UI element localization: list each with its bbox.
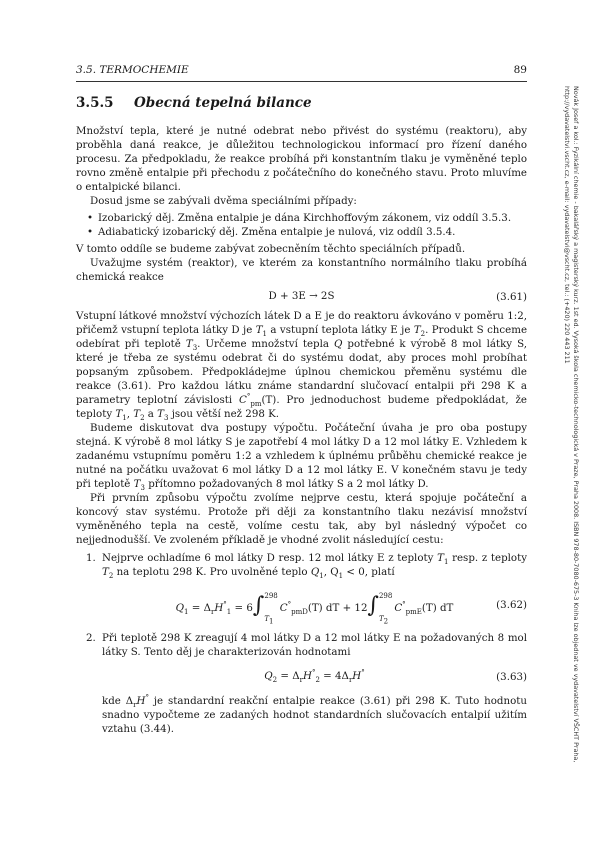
eq-sup: ° <box>311 669 316 678</box>
lower-limit <box>264 615 277 624</box>
eq-symbol: T <box>264 614 270 623</box>
eq-symbol: Q <box>264 670 273 683</box>
symbol-sub: pm <box>250 399 262 408</box>
step-text: Při teplotě 298 K zreagují 4 mol látky D a 12 mol látky E na požadovaných 8 mol látky S. Tento děj je charakterizován hodnotami <box>102 632 527 659</box>
upper-limit: 298 <box>264 591 278 600</box>
eq-sub: r <box>299 676 303 685</box>
body-text <box>76 124 527 736</box>
symbol-sub: 3 <box>164 413 169 422</box>
equation-3-62 <box>102 585 527 625</box>
symbol-t: T <box>185 337 193 350</box>
symbol-h: H <box>136 694 146 707</box>
text-run: a <box>144 407 158 420</box>
symbol-t: T <box>115 407 123 420</box>
eq-text: = 4Δ <box>319 670 349 683</box>
section-title: Obecná tepelná bilance <box>134 95 312 111</box>
paragraph-2: Dosud jsme se zabývali dvěma speciálními případy: <box>90 195 357 208</box>
eq-sub: 2 <box>272 676 278 685</box>
equation-tag: (3.62) <box>496 599 527 612</box>
text-run: < 0 <box>343 566 365 579</box>
equation-3-61 <box>76 288 527 306</box>
step-number: 2. <box>86 632 96 645</box>
text-run: . Určeme množství tepla <box>197 337 334 350</box>
eq-symbol: H <box>352 670 362 683</box>
eq-sub: r <box>348 676 353 685</box>
step-item <box>76 631 527 735</box>
symbol-sub: 3 <box>192 343 198 352</box>
page-number: 89 <box>513 64 527 76</box>
symbol-q: Q <box>334 337 343 350</box>
symbol-t: T <box>255 323 263 336</box>
text-run: Budeme diskutovat dva postupy výpočtu. Počáteční úvaha je pro oba postupy stejná. K výrobě 8 mol látky S je zapotřebí 4 mol látky D a 12 mol látky E. Vzhledem k zadanému vstupnímu poměru 1:2 a vzhledem k úplnému průběhu chemické reakce je nutné na počátku uvažovat 6 mol látky D a 12 mol látky E. V konečném stavu je tedy při teplotě <box>76 421 527 491</box>
step-item <box>76 551 527 625</box>
symbol-sub: 1 <box>443 558 449 567</box>
eq-sub: pmE <box>405 607 422 616</box>
symbol-q: Q <box>310 566 320 579</box>
copyright-sidebar <box>563 86 596 806</box>
text-run: , platí <box>364 566 395 579</box>
text-run: resp. z teploty <box>448 552 528 565</box>
equation-tag: (3.61) <box>496 290 527 303</box>
symbol-sub: 1 <box>262 329 267 338</box>
symbol-sub: 1 <box>338 572 344 581</box>
text-run: přítomno požadovaných 8 mol látky S a 2 mol látky D. <box>144 478 429 491</box>
lower-limit <box>379 615 392 624</box>
eq-sup: ° <box>287 600 292 609</box>
eq-symbol: H <box>214 601 224 614</box>
eq-text: = Δ <box>188 601 211 614</box>
text-run: Vstupní látkové množství výchozích látek D a E je do reaktoru ávkováno v poměru 1:2, přičemž vstupní teplota látky D je <box>76 309 527 336</box>
eq-symbol: T <box>378 614 384 623</box>
eq-symbol: C <box>279 601 288 614</box>
eq-text: (T) dT <box>421 601 454 614</box>
symbol-sub: 1 <box>319 572 324 581</box>
step-number: 1. <box>86 552 96 565</box>
symbol-sub: 2 <box>108 572 114 581</box>
equation-body <box>264 669 365 683</box>
paragraph-5 <box>76 309 527 421</box>
eq-symbol: Q <box>175 601 184 614</box>
sidebar-text: Novák Josef a kol.: Fyzikální chemie - bakalářský a magisterský kurz. 1st ed. Vysoká škola chemicko-technologická v Praze, Praha 2008. ISBN 978-80-7080-675-3 Kniha lze objednat ve vydavatelství VŠCHT Praha, http://vydavatelstvi.vscht.cz, e-mail: vydavatelstvi@vscht.cz, tel.: (+420) 220 443 211 <box>563 86 580 763</box>
symbol-t: T <box>157 407 165 420</box>
eq-text: = 6 <box>231 601 253 614</box>
symbol-t: T <box>133 478 141 491</box>
step-text <box>102 551 527 579</box>
header-section: 3.5. TERMOCHEMIE <box>76 64 189 76</box>
header-rule <box>76 81 527 82</box>
text-run: a vstupní teplota látky E je <box>267 323 414 336</box>
section-heading <box>76 95 312 111</box>
procedure-steps <box>76 551 527 735</box>
symbol-t: T <box>133 407 141 420</box>
text-run: (T) <box>261 393 277 406</box>
equation-3-63 <box>102 668 527 686</box>
integral-sign-icon: ∫ <box>367 592 379 618</box>
paragraph-3: V tomto oddíle se budeme zabývat zobecněním těchto speciálních případů. <box>76 243 466 256</box>
symbol-sup: ° <box>145 693 149 702</box>
text-run: potřebné k výrobě 8 mol látky S, které je třeba ze systému odebrat či do systému dodat, aby proces mohl probíhat popsaným způsobem. Předpokládejme úplnou chemickou přeměnu systému dle reakce (3.61). Pro každou látku známe standardní slučovací entalpii při 298 K a parametry teplotní závislosti <box>76 337 527 406</box>
symbol-t: T <box>437 552 444 565</box>
eq-sub: 2 <box>383 617 389 626</box>
text-run: , <box>126 407 134 420</box>
text-run: . Pro jednoduchost budeme předpokládat, že teploty <box>76 393 527 420</box>
eq-symbol: H <box>302 670 312 683</box>
text-run: jsou větší než 298 K. <box>168 407 280 420</box>
symbol-sub: 2 <box>140 413 145 422</box>
paragraph-7: Při prvním způsobu výpočtu zvolíme nejprve cestu, která spojuje počáteční a koncový stav systému. Protože při ději za konstantního tlaku nezávisí množství vyměněného tepla na cestě, volíme cestu tak, aby byl následný výpočet co nejjednodušší. Ve zvoleném příkladě je vhodné zvolit následující cestu: <box>76 492 527 547</box>
bullet-item: • Adiabatický izobarický děj. Změna entalpie je nulová, viz oddíl 3.5.4. <box>98 225 527 239</box>
symbol-sub: 1 <box>122 413 127 422</box>
symbol-sub: r <box>133 700 137 709</box>
upper-limit: 298 <box>378 591 393 600</box>
symbol-sup: ° <box>246 392 251 401</box>
bullet-item: • Izobarický děj. Změna entalpie je dána Kirchhoffovým zákonem, viz oddíl 3.5.3. <box>98 211 527 225</box>
symbol-c: C <box>239 393 247 406</box>
symbol-sub: 3 <box>140 484 145 493</box>
symbol-t: T <box>413 323 421 336</box>
equation-tag: (3.63) <box>496 670 527 683</box>
eq-sub: 1 <box>184 607 189 616</box>
section-number: 3.5.5 <box>76 95 114 111</box>
text-run: je standardní reakční entalpie reakce (3.61) při 298 K. Tuto hodnotu snadno vypočteme ze zadaných hodnot standardních slučovacích entalpií užitím vztahu (3.44). <box>102 694 527 735</box>
reaction-equation: D + 3E → 2S <box>268 290 335 303</box>
eq-sup: ° <box>223 600 227 609</box>
symbol-t: T <box>102 566 109 579</box>
equation-body <box>175 591 454 626</box>
step-followup <box>102 694 527 736</box>
symbol-sub: 2 <box>420 329 426 338</box>
paragraph-6 <box>76 421 527 491</box>
eq-symbol: C <box>394 601 403 614</box>
eq-sub: 1 <box>226 607 232 616</box>
text-run: Nejprve ochladíme 6 mol látky D resp. 12 mol látky E z teploty <box>102 552 438 565</box>
running-header <box>76 64 527 80</box>
integral-limits <box>264 591 278 626</box>
paragraph-4: Uvažujme systém (reaktor), ve kterém za konstantního normálního tlaku probíhá chemická reakce <box>76 257 527 284</box>
text-run: . Produkt S chceme odebírat při teplotě <box>76 323 528 350</box>
eq-sub: 1 <box>269 617 274 626</box>
eq-sup: ° <box>361 669 365 678</box>
text-run: na teplotu 298 K. Pro uvolněné teplo <box>113 566 311 579</box>
text-run: , Q <box>323 566 339 579</box>
text-run: Δ <box>125 694 134 707</box>
integral-sign-icon: ∫ <box>252 592 265 618</box>
text-run: kde <box>102 694 126 707</box>
eq-text: = Δ <box>277 670 300 683</box>
eq-sup: ° <box>402 600 406 609</box>
eq-text: (T) dT + 12 <box>307 601 368 614</box>
eq-sub: 2 <box>315 676 320 685</box>
bullet-list <box>76 211 527 239</box>
eq-sub: r <box>210 607 215 616</box>
paragraph-1: Množství tepla, které je nutné odebrat nebo přivést do systému (reaktoru), aby proběhla daná reakce, je důležitou technologickou informací pro řízení daného procesu. Za předpokladu, že reakce probíhá při konstantním tlaku je vyměněné teplo rovno změně entalpie při přechodu z počátečního do konečného stavu. Proto mluvíme o entalpické bilanci. <box>76 125 527 194</box>
integral-limits <box>378 591 393 626</box>
eq-sub: pmD <box>291 607 308 616</box>
